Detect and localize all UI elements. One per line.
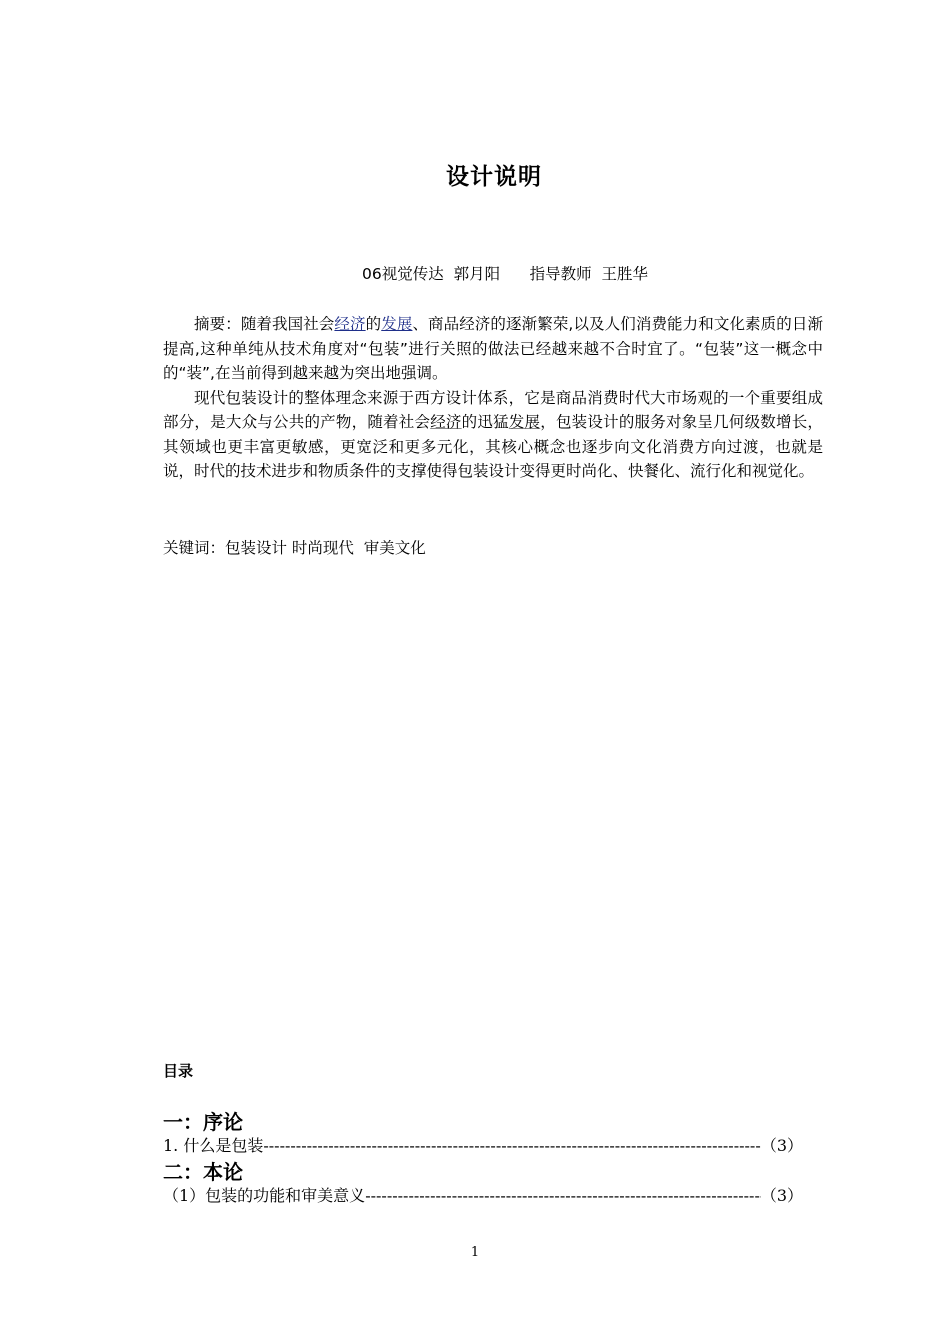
keywords-line: 关键词：包装设计 时尚现代 审美文化 [163,539,426,557]
abstract-text: 的 [365,315,382,333]
page-number: 1 [470,1245,480,1260]
abstract-text: 现代包装设计的整体理念来源于西方设计体系，它是商品消费时代大市场观的一个重要组成部分，是大众与公共的产物，随着社会 [163,388,823,431]
toc-entry-page: （3） [760,1136,803,1155]
toc-leader-dashes [365,1186,761,1205]
development-link[interactable]: 发展 [508,413,541,431]
author-byline: 06视觉传达 郭月阳 指导教师 王胜华 [362,265,648,283]
document-title: 设计说明 [446,164,542,190]
abstract-paragraph-2 [163,386,823,484]
toc-title: 目录 [163,1062,194,1080]
toc-section-heading: 二：本论 [163,1160,243,1184]
economy-link[interactable]: 经济 [334,315,366,333]
abstract-text: 的迅猛 [461,413,509,431]
development-link[interactable]: 发展 [381,315,413,333]
toc-section-heading: 一：序论 [163,1110,243,1134]
abstract-text: 、商品经济的逐渐繁荣,以及人们消费能力和文化素质的日渐提高,这种单纯从技术角度对“包装”进行关照的做法已经越来越不合时宜了。“包装”这一概念中的“装”,在当前得到越来越为突出地强调。 [163,315,823,382]
toc-entry-label: （1）包装的功能和审美意义 [163,1186,366,1205]
toc-leader-dashes [263,1136,760,1155]
toc-entry-page: （3） [760,1186,803,1205]
abstract-label: 摘要： [194,315,241,333]
toc-entry[interactable] [163,1183,803,1206]
abstract-paragraph-1 [163,312,823,386]
toc-entry[interactable] [163,1133,803,1156]
abstract-body [163,312,823,484]
abstract-text: 随着我国社会 [240,315,335,333]
economy-link[interactable]: 经济 [430,413,462,431]
abstract-text: ，包装设计的服务对象呈几何级数增长，其领域也更丰富更敏感，更宽泛和更多元化，其核心概念也逐步向文化消费方向过渡，也就是说，时代的技术进步和物质条件的支撑使得包装设计变得更时尚化、快餐化、流行化和视觉化。 [163,413,823,480]
toc-entry-label: 1. 什么是包装 [163,1136,264,1155]
